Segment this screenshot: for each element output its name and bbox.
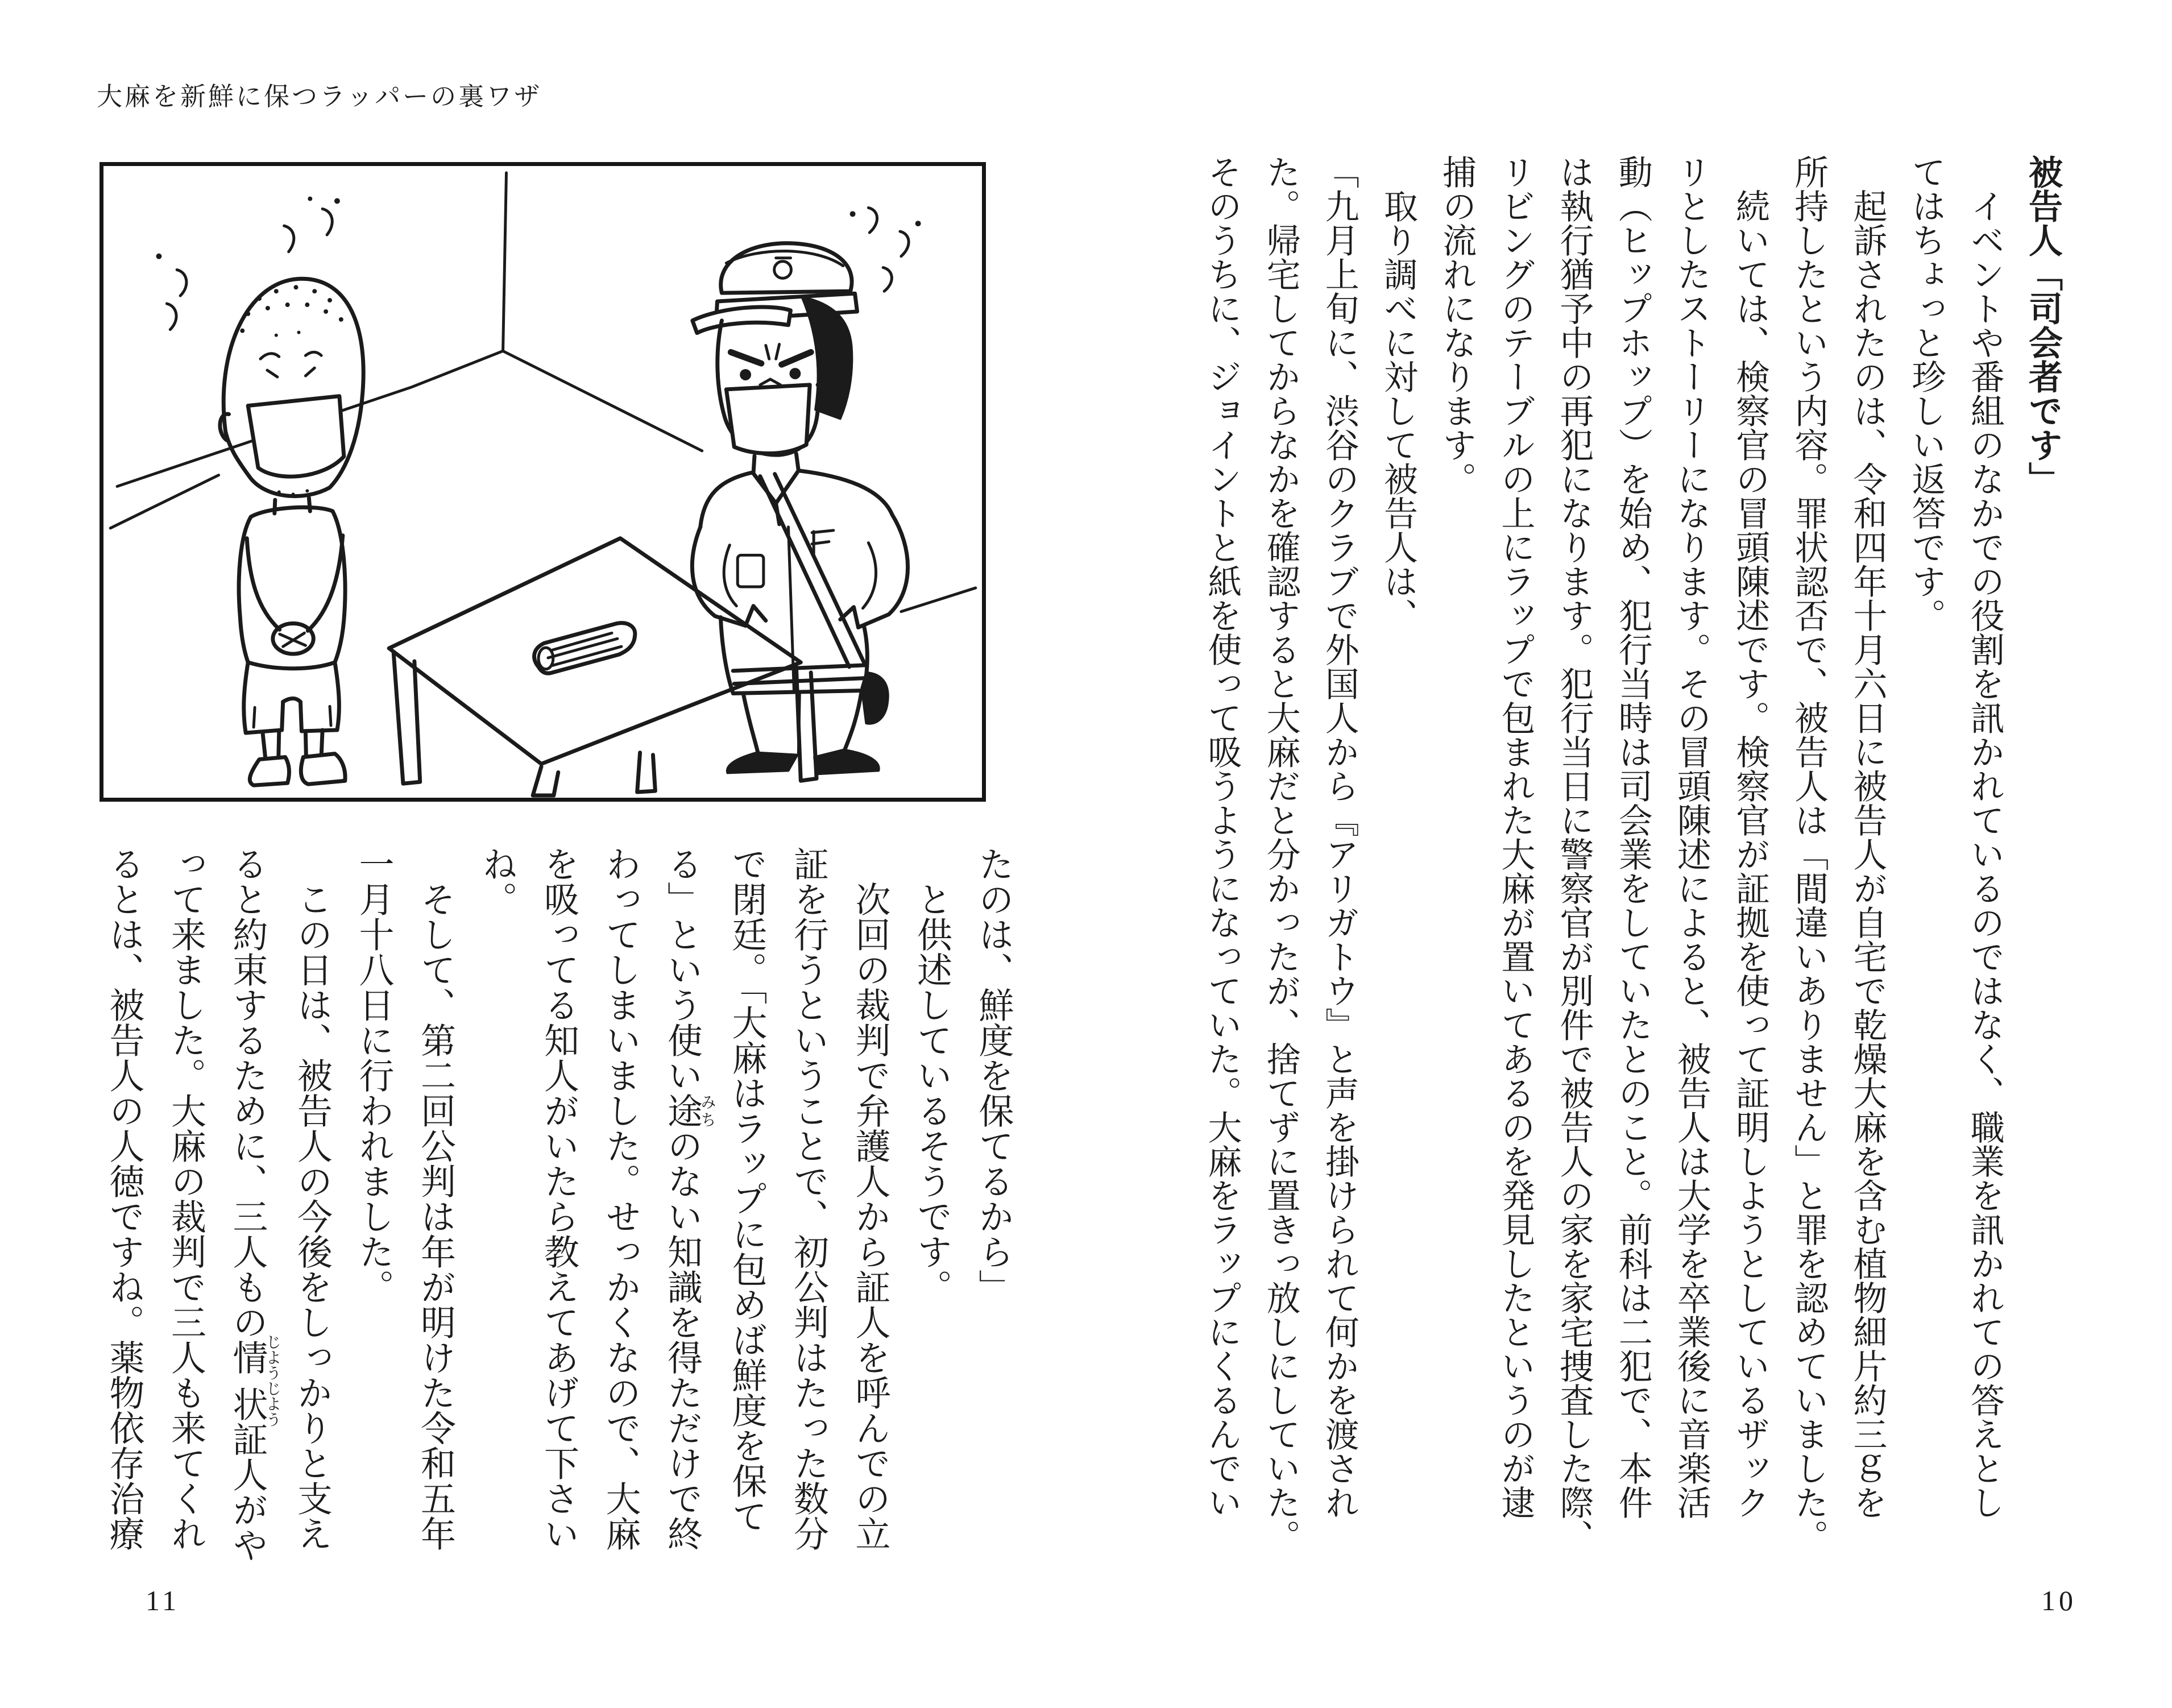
text-column: 次回の裁判で弁護人から証人を呼んでの立 xyxy=(850,881,889,1551)
text-column: ると約束するために、三人もの情状じようじよう証人がや xyxy=(227,846,281,1562)
text-column: わってしまいました。せっかくなので、大麻 xyxy=(600,846,639,1551)
left-text-block xyxy=(91,846,1023,1594)
text-column: イベントや番組のなかでの役割を訊かれているのではなく、職業を訊かれての答えとし xyxy=(1966,189,2004,1519)
text-column: 動（ヒップホップ）を始め、犯行当時は司会業をしていたとのこと。前科は二犯で、本件 xyxy=(1614,155,1652,1519)
anger-marks xyxy=(850,208,921,291)
text-column: る」という使い途みちのない知識を得ただけで終 xyxy=(662,846,716,1551)
page-number-right: 10 xyxy=(2041,1585,2076,1616)
text-column: を吸ってる知人がいたら教えてあげて下さい xyxy=(538,846,578,1551)
text-column: た。帰宅してからなかを確認すると大麻だと分かったが、捨てずに置きっ放しにしていた。 xyxy=(1262,155,1300,1553)
text-column: るとは、被告人の人徳ですね。薬物依存治療 xyxy=(104,846,143,1551)
stubble-dots xyxy=(240,285,343,337)
text-column: 証を行うということで、初公判はたった数分 xyxy=(788,846,827,1551)
text-column: リとしたストーリーになります。その冒頭陳述によると、被告人は大学を卒業後に音楽活 xyxy=(1672,155,1710,1519)
text-column: そして、第二回公判は年が明けた令和五年 xyxy=(415,881,454,1551)
text-column: 起訴されたのは、令和四年十月六日に被告人が自宅で乾燥大麻を含む植物細片約三ｇを xyxy=(1848,189,1887,1519)
interrogation-illustration xyxy=(103,166,982,798)
text-column: ね。 xyxy=(477,846,516,917)
text-column: 取り調べに対して被告人は、 xyxy=(1379,189,1417,632)
text-column: 被告人「司会者です」 xyxy=(2024,155,2062,496)
text-column: 一月十八日に行われました。 xyxy=(354,846,392,1304)
page-number-left: 11 xyxy=(146,1585,180,1616)
text-column: この日は、被告人の今後をしっかりと支え xyxy=(292,881,331,1551)
text-column: って来ました。大麻の裁判で三人も来てくれ xyxy=(165,846,205,1551)
text-column: 「九月上旬に、渋谷のクラブで外国人から『アリガトウ』と声を掛けられて何かを渡され xyxy=(1320,155,1358,1519)
text-column: で閉廷。「大麻はラップに包めば鮮度を保て xyxy=(727,846,765,1533)
illustration-frame xyxy=(100,162,986,802)
text-column: てはちょっと珍しい返答です。 xyxy=(1907,155,1945,632)
chapter-header: 大麻を新鮮に保つラッパーの裏ワザ xyxy=(97,82,542,111)
text-column: 捕の流れになります。 xyxy=(1438,155,1476,496)
text-column: リビングのテーブルの上にラップで包まれた大麻が置いてあるのを発見したというのが逮 xyxy=(1497,155,1535,1519)
right-text-block xyxy=(1186,155,2072,1559)
text-column: 続いては、検察官の冒頭陳述です。検察官が証拠を使って証明しようとしているザック xyxy=(1731,189,1769,1519)
text-column: と供述しているそうです。 xyxy=(911,881,951,1304)
text-column: そのうちに、ジョイントと紙を使って吸うようになっていた。大麻をラップにくるんでい xyxy=(1203,155,1241,1519)
text-column: は執行猶予中の再犯になります。犯行当日に警察官が別件で被告人の家を家宅捜査した際、 xyxy=(1555,155,1593,1553)
text-column: 所持したという内容。罪状認否で、被告人は「間違いありません」と罪を認めていました。 xyxy=(1790,155,1828,1553)
text-column: たのは、鮮度を保てるから」 xyxy=(973,846,1012,1304)
